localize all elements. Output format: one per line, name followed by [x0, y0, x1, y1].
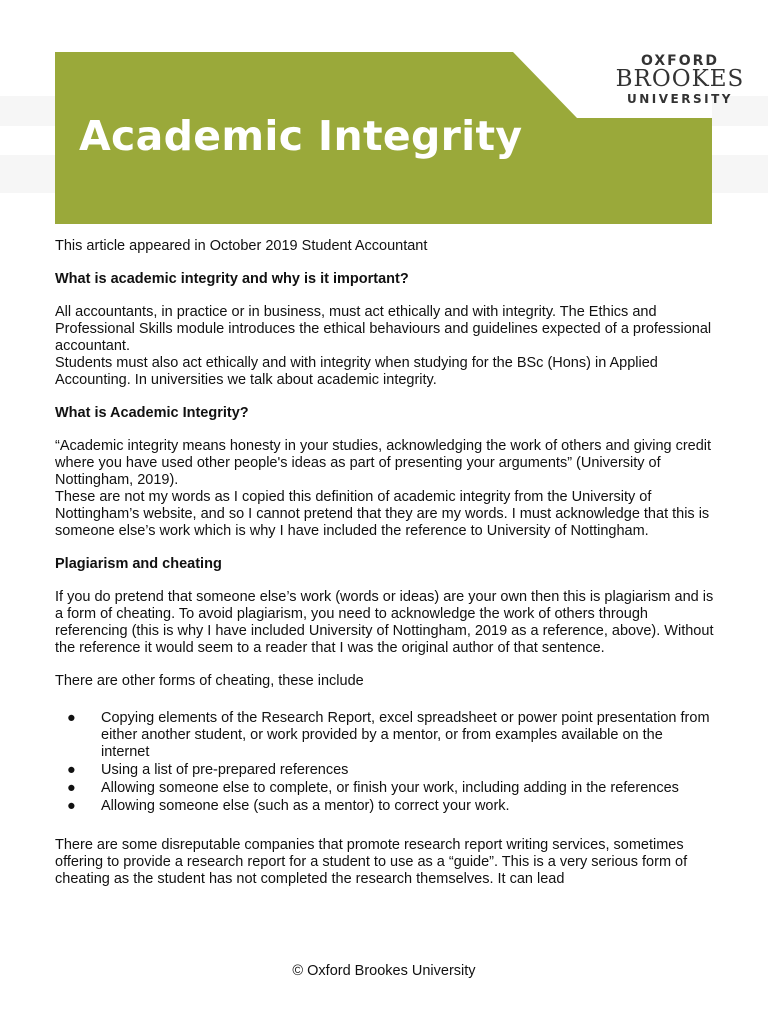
- section-heading-plagiarism: Plagiarism and cheating: [55, 556, 222, 572]
- list-item: [55, 780, 715, 797]
- list-item: [55, 710, 715, 761]
- logo-line-brookes: BROOKES: [615, 66, 745, 92]
- list-item: [55, 762, 715, 779]
- paragraph: All accountants, in practice or in business, must act ethically and with integrity. The Ethics and Professional Skills module introduces the ethical behaviours and guidelines expected of a professional accountant.: [55, 304, 712, 354]
- bullet-icon: ●: [67, 710, 76, 726]
- cheating-forms-list: [55, 710, 715, 815]
- page-title: Academic Integrity: [79, 112, 523, 160]
- list-item-text: Copying elements of the Research Report, excel spreadsheet or power point presentation from either another student, or work provided by a mentor, or from examples available on the internet: [101, 710, 710, 760]
- paragraph: Students must also act ethically and with integrity when studying for the BSc (Hons) in Applied Accounting. In universities we talk about academic integrity.: [55, 355, 658, 388]
- copyright-footer: © Oxford Brookes University: [292, 963, 476, 979]
- bullet-icon: ●: [67, 762, 76, 778]
- oxford-brookes-logo: [595, 52, 765, 114]
- list-item-text: Allowing someone else to complete, or finish your work, including adding in the references: [101, 780, 679, 796]
- definition-quote: “Academic integrity means honesty in your studies, acknowledging the work of others and giving credit where you have used other people's ideas as part of presenting your arguments” (University of Nottingham, 2019).: [55, 438, 712, 488]
- list-item: [55, 798, 715, 815]
- logo-line-university: UNIVERSITY: [627, 92, 733, 106]
- bullet-icon: ●: [67, 780, 76, 796]
- paragraph: There are some disreputable companies that promote research report writing services, sometimes offering to provide a research report for a student to use as a “guide”. This is a very serious form of cheating as the student has not completed the research themselves. It can lead: [55, 837, 688, 887]
- bullet-icon: ●: [67, 798, 76, 814]
- title-banner: [55, 52, 745, 224]
- logo-line-oxford: OXFORD: [640, 53, 720, 69]
- section-heading-importance: What is academic integrity and why is it important?: [55, 271, 409, 287]
- list-item-text: Using a list of pre-prepared references: [101, 762, 349, 778]
- paragraph: There are other forms of cheating, these include: [55, 673, 364, 689]
- section-heading-definition: What is Academic Integrity?: [55, 405, 249, 421]
- article-body: [55, 238, 715, 904]
- paragraph: These are not my words as I copied this definition of academic integrity from the University of Nottingham’s website, and so I cannot pretend that they are my words. I must acknowledge that this is someone else’s work which is why I have included the reference to University of Nottingham.: [55, 489, 710, 539]
- paragraph: If you do pretend that someone else’s work (words or ideas) are your own then this is plagiarism and is a form of cheating. To avoid plagiarism, you need to acknowledge the work of others through referencing (this is why I have included University of Nottingham, 2019 as a reference, above). Without the reference it would seem to a reader that I was the original author of that sentence.: [55, 589, 714, 656]
- intro-text: This article appeared in October 2019 Student Accountant: [55, 238, 428, 254]
- list-item-text: Allowing someone else (such as a mentor) to correct your work.: [101, 798, 510, 814]
